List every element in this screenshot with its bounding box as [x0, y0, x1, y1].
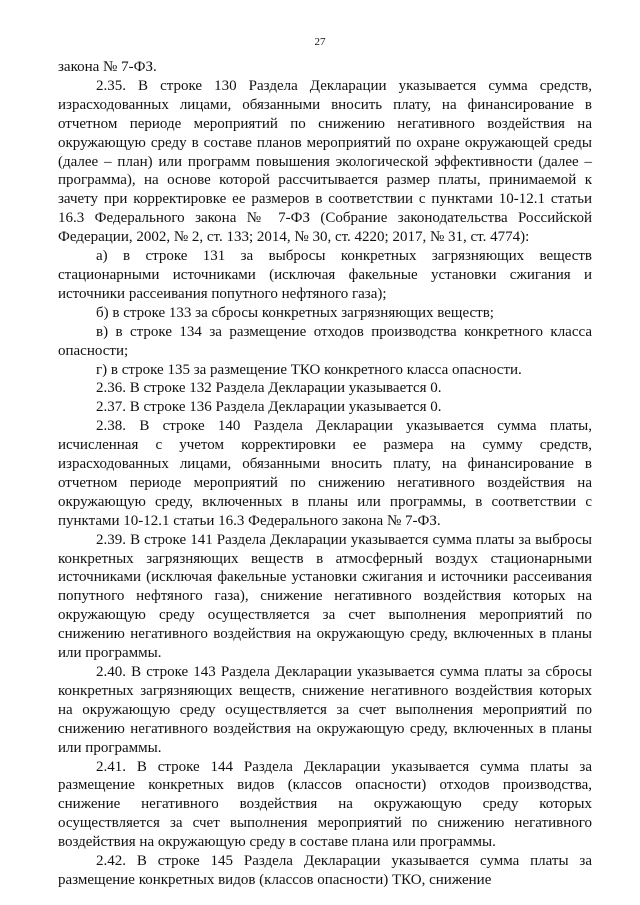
paragraph-2-35-g: г) в строке 135 за размещение ТКО конкретного класса опасности. [96, 361, 522, 378]
paragraph-2-36: 2.36. В строке 132 Раздела Декларации указывается 0. [96, 380, 442, 397]
paragraph-2-40: 2.40. В строке 143 Раздела Декларации указывается сумма платы за сбросы конкретных загрязняющих веществ, снижение негативного воздействия которых на окружающую среду осуществляется за счет выполнения мероприятий по снижению негативного воздействия на окружающую среду, включенных в планы или программы. [58, 664, 592, 756]
paragraph-2-39: 2.39. В строке 141 Раздела Декларации указывается сумма платы за выбросы конкретных загрязняющих веществ в атмосферный воздух стационарными источниками (исключая факельные установки сжигания и источники рассеивания попутного нефтяного газа), снижение негативного воздействия которых на окружающую среду осуществляется за счет выполнения мероприятий по снижению негативного воздействия на окружающую среду, включенных в планы или программы. [58, 531, 592, 662]
paragraph-2-41: 2.41. В строке 144 Раздела Декларации указывается сумма платы за размещение конкретных видов (классов опасности) отходов производства, снижение негативного воздействия на окружающую среду которых осуществляется за счет выполнения мероприятий по снижению негативного воздействия на окружающую среду в составе плана или программы. [58, 758, 592, 851]
paragraph-2-35-b: б) в строке 133 за сбросы конкретных загрязняющих веществ; [96, 304, 494, 321]
paragraph-continuation: закона № 7-ФЗ. [58, 59, 157, 75]
document-body [58, 58, 592, 890]
paragraph-2-35-a: а) в строке 131 за выбросы конкретных загрязняющих веществ стационарными источниками (исключая факельные установки сжигания и источники рассеивания попутного нефтяного газа); [58, 248, 592, 302]
paragraph-2-37: 2.37. В строке 136 Раздела Декларации указывается 0. [96, 399, 442, 416]
page-number: 27 [314, 36, 326, 48]
paragraph-2-35: 2.35. В строке 130 Раздела Декларации указывается сумма средств, израсходованных лицами, обязанными вносить плату, на финансирование в отчетном периоде мероприятий по снижению негативного воздействия на окружающую среду в составе планов мероприятий по охране окружающей среды (далее – план) или программ повышения экологической эффективности (далее – программа), на основе которой рассчитывается размер платы, принимаемой к зачету при корректировке ее размеров в соответствии с пунктами 10-12.1 статьи 16.3 Федерального закона № 7-ФЗ (Собрание законодательства Российской Федерации, 2002, № 2, ст. 133; 2014, № 30, ст. 4220; 2017, № 31, ст. 4774): [58, 77, 592, 246]
paragraph-2-35-v: в) в строке 134 за размещение отходов производства конкретного класса опасности; [58, 323, 592, 359]
paragraph-2-38: 2.38. В строке 140 Раздела Декларации указывается сумма платы, исчисленная с учетом корректировки ее размера на сумму средств, израсходованных лицами, обязанными вносить плату, на финансирование в отчетном периоде мероприятий по снижению негативного воздействия на окружающую среду, включенных в планы или программы, в соответствии с пунктами 10-12.1 статьи 16.3 Федерального закона № 7-ФЗ. [58, 418, 592, 529]
paragraph-2-42: 2.42. В строке 145 Раздела Декларации указывается сумма платы за размещение конкретных видов (классов опасности) ТКО, снижение [58, 853, 592, 888]
